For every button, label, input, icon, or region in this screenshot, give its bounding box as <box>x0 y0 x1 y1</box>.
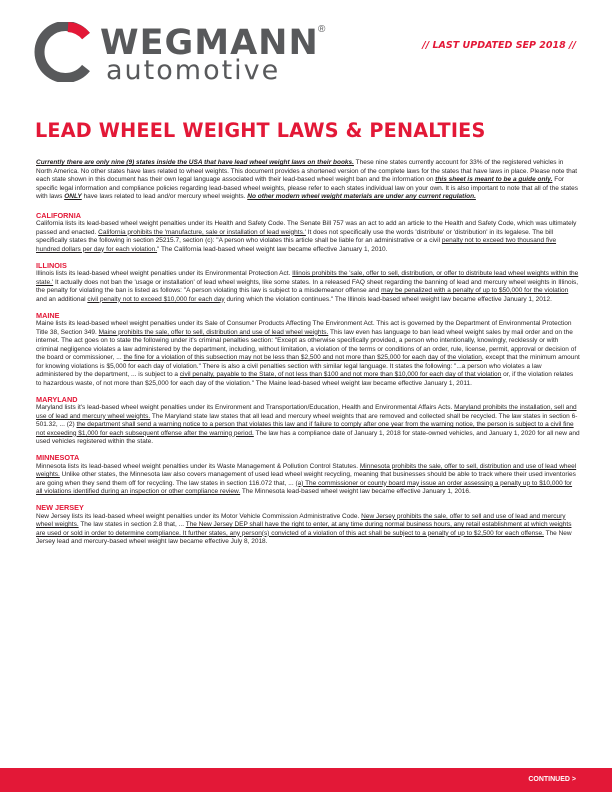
last-updated: // LAST UPDATED SEP 2018 // <box>422 40 576 51</box>
section-body <box>36 463 580 497</box>
section-highlight: The New Jersey DEP shall have the right to enter, at any time during normal business hours, any retail establishment at which weights are used or sold in order to determine compliance. It further states, any person(s) convicted of a violation of this act shall be subject to a penalty of up to $2,500 for each offense. <box>36 521 572 537</box>
section-text: Unlike other states, the Minnesota law also covers management of used lead wheel weight recycling, meaning that businesses should be able to track where their used inventories are going when they send them off for recycling. The law states in section 116.072 that, ... <box>36 471 576 487</box>
section-highlight: Minnesota prohibits the sale, offer to sell, distribution and use of lead wheel weights. <box>36 462 577 478</box>
intro-guide-note: this sheet is meant to be a guide only. <box>435 176 553 183</box>
document-body <box>36 159 580 554</box>
intro-only: ONLY <box>64 193 82 200</box>
section-highlight: civil penalty not to exceed $10,000 for each day <box>87 295 225 303</box>
section-highlight: civil penalty, payable to the State, of not less than $100 and not more than $10,000 for each day of that violation <box>179 371 502 378</box>
section-text: New Jersey lists its lead-based wheel weight penalties under its Motor Vehicle Commission Administrative Code. <box>36 512 362 520</box>
section-heading: MARYLAND <box>36 394 78 404</box>
section-heading: ILLINOIS <box>36 260 67 270</box>
section-text: Maryland lists it's lead-based wheel weight penalties under its Environment and Transportation/Education, Health and Environmental Affairs Acts. <box>36 404 455 411</box>
intro-paragraph <box>36 159 580 202</box>
logo-subtitle: automotive <box>106 55 281 86</box>
section-heading: CALIFORNIA <box>36 210 81 220</box>
section-heading: MAINE <box>36 310 60 320</box>
section-text: This law even has language to ban lead wheel weight sales by mail order and on the internet. The act goes on to state the following under it's criminal penalties section: "Except as otherwise specifically provided, a person who intentionally, knowingly, recklessly or with criminal negligence violates a law administered by the department, including, without limitation, a violation of the terms or conditions of an order, rule, license, permit, approval or decision of the board or commissioner, ... <box>36 328 577 361</box>
section-text: The law has a compliance date of January 1, 2018 for state-owned vehicles, and January 1, 2020 for all new and used vehicles registered within the state. <box>36 429 580 445</box>
section-illinois <box>36 262 580 305</box>
section-highlight: Maryland prohibits the installation, sell and use of lead and mercury wheel weights. <box>36 404 577 420</box>
section-highlight: Maine prohibits the sale, offer to sell, distribution and use of lead wheel weights. <box>98 328 329 336</box>
section-highlight: the department shall send a warning notice to a person that violates this law and if failure to comply after one year from the warning notice, the person is subject to a civil fine not exceeding $1,000 for each subsequent offense after the warning period. <box>36 421 574 437</box>
section-highlight: California prohibits the 'manufacture, sale or installation of lead weights.' <box>98 228 306 236</box>
section-text: or, if the violation relates to hazardous waste, of not more than $25,000 for each day of the violation." The Maine lead-based wheel weight law became effective January 1, 2011. <box>36 371 574 387</box>
section-new-jersey <box>36 504 580 547</box>
section-text: California lists its lead-based wheel weight penalties under its Health and Safety Code. The Senate Bill 757 was an act to add an article to the Health and Safety Code, which was ultimately passed and enacted. <box>36 220 577 236</box>
section-highlight: Illinois prohibits the 'sale, offer to sell, distribution, or offer to distribute lead wheel weights within the state.' <box>36 270 579 286</box>
section-heading: MINNESOTA <box>36 453 80 462</box>
logo-registered-mark: ® <box>318 24 326 35</box>
section-body <box>36 513 580 547</box>
intro-lead: Currently there are only nine (9) states inside the USA that have lead wheel weight laws on their books. <box>36 159 354 166</box>
section-text: , except that the minimum amount for knowing violations is $5,000 for each day of violation." There is also a civil penalties section with similar legal language. It states the following: "...a person who violates a law administered by the department, ... is subject to a <box>36 354 580 378</box>
section-text: The Minnesota lead-based wheel weight law became effective January 1, 2016. <box>240 488 471 495</box>
section-text: The Maryland state law states that all lead and mercury wheel weights that are removed and collected shall be recycled. The law states in section 6-501.32, ... (2) <box>36 412 578 428</box>
intro-text: For specific legal information and compliance policies regarding lead-based wheel weights, please refer to each states individual law on your own. It is also important to note that all of the states with laws <box>36 176 578 200</box>
section-california <box>36 212 580 255</box>
section-text: It actually does not ban the 'usage or installation' of lead wheel weights, like some states. In a released FAQ sheet regarding the banning of lead and mercury wheel weights in Illinois, the penalty for violating the ban is listed as follows: "A person violating this law is subject to a misdemeanor offense and <box>36 278 579 294</box>
section-body <box>36 404 580 447</box>
section-highlight: New Jersey prohibits the sale, offer to sell and use of lead and mercury wheel weights. <box>36 512 566 528</box>
section-highlight: (a) The commissioner or county board may issue an order assessing a penalty up to $10,000 for all violations identified during an inspection or other compliance review. <box>36 479 573 495</box>
section-body <box>36 220 580 254</box>
section-text: The New Jersey lead and mercury-based wheel weight law became effective July 8, 2018. <box>36 529 572 545</box>
section-highlight: the fine for a violation of this subsection may not be less than $2,500 and not more than $25,000 for each day of the violation <box>123 354 482 361</box>
section-text: " The California lead-based wheel weight law became effective January 1, 2010. <box>157 245 388 253</box>
section-maryland <box>36 396 580 447</box>
section-text: Illinois lists its lead-based wheel weight penalties under its Environmental Protection Act. <box>36 270 293 277</box>
section-text: It does not specifically use the words 'distribute' or 'distribution' in its legalese. The bill specifically states the following in section 25215.7, section (c): "A person who violates this article shall be liable for an administrative or a civil <box>36 228 554 244</box>
intro-text: These nine states currently account for 33% of the registered vehicles in North America. No other states have laws related to wheel weights. This document provides a shortened version of the complete laws for the states that have laws in place. Please note that each state shown in this document has their own legal language associated with their lead-based wheel weight ban and the information on <box>36 159 578 183</box>
intro-text: have laws related to lead and/or mercury wheel weights. <box>81 193 248 200</box>
section-text: The law states in section 2.8 that, ... <box>78 521 186 528</box>
page-title: LEAD WHEEL WEIGHT LAWS & PENALTIES <box>35 119 486 142</box>
section-body <box>36 320 580 388</box>
section-text: Maine lists its lead-based wheel weight penalties under its Sale of Consumer Products Affecting The Environment Act. This act is governed by the Department of Environmental Protection Title 38, Section 349. <box>36 320 572 336</box>
footer-bar <box>0 768 612 792</box>
section-text: and an additional <box>36 295 88 303</box>
logo-mark-icon <box>30 22 94 82</box>
section-text: Minnesota lists its lead-based wheel weight penalties under its Waste Management & Pollution Control Statutes. <box>36 462 360 470</box>
intro-no-other-note: No other modern wheel weight materials are under any current regulation. <box>247 193 476 200</box>
section-minnesota <box>36 454 580 497</box>
section-highlight: penalty not to exceed two thousand five hundred dollars per day for each violation. <box>36 237 557 253</box>
logo-brand: WEGMANN <box>100 23 319 63</box>
section-body <box>36 270 580 304</box>
continued-link[interactable]: CONTINUED > <box>528 776 576 783</box>
section-text: during which the violation continues." The Illinois lead-based wheel weight law became effective January 1, 2012. <box>224 295 552 303</box>
section-heading: NEW JERSEY <box>36 503 84 512</box>
section-maine <box>36 312 580 389</box>
section-highlight: may be penalized with a penalty of up to $50,000 for the violation <box>381 287 569 294</box>
wegmann-logo <box>30 22 326 86</box>
